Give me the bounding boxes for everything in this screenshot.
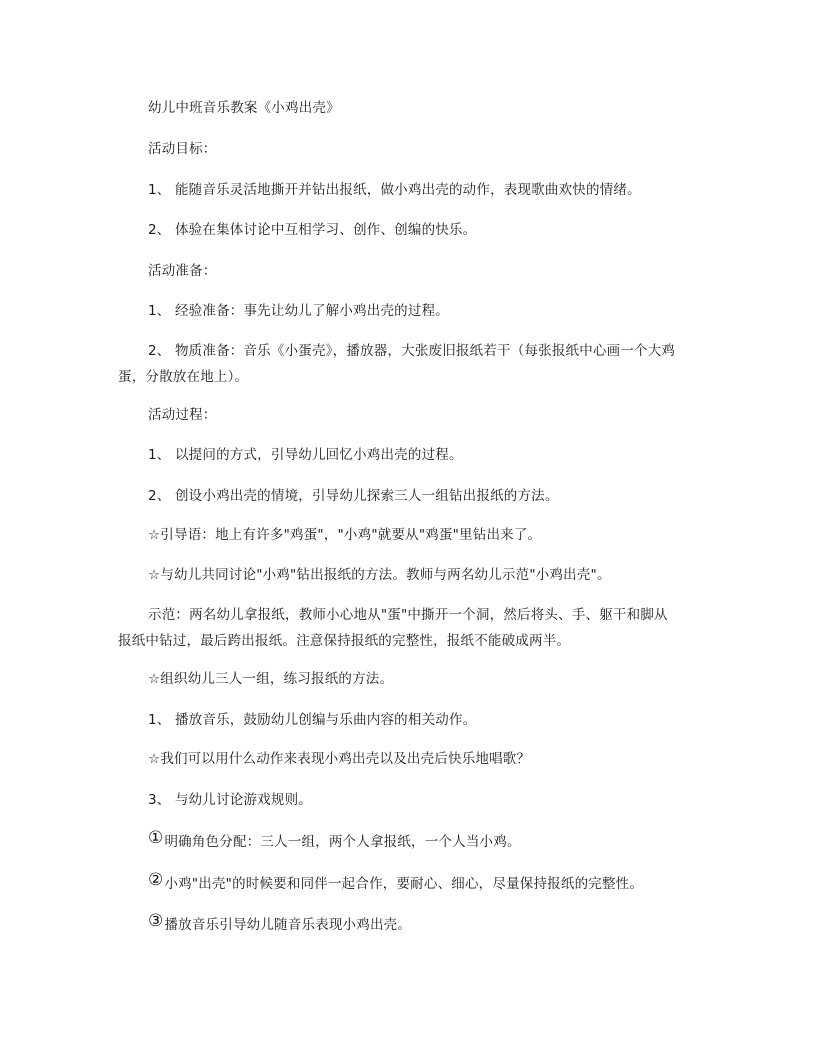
- prep-heading: 活动准备：: [148, 263, 217, 279]
- star-note-3: ☆组织幼儿三人一组，练习报纸的方法。: [148, 671, 394, 687]
- circled-number-3: ③: [148, 911, 164, 931]
- rule-3: [148, 912, 411, 934]
- star-note-4: ☆我们可以用什么动作来表现小鸡出壳以及出壳后快乐地唱歌？: [148, 751, 531, 767]
- rule-2: [148, 871, 643, 893]
- star-note-2: ☆与幼儿共同讨论"小鸡"钻出报纸的方法。教师与两名幼儿示范"小鸡出壳"。: [148, 567, 611, 583]
- process-item-1: 1、 以提问的方式，引导幼儿回忆小鸡出壳的过程。: [148, 447, 463, 463]
- demo-line-1: 示范：两名幼儿拿报纸，教师小心地从"蛋"中撕开一个洞，然后将头、手、躯干和脚从: [148, 607, 668, 623]
- goal-item-2: 2、 体验在集体讨论中互相学习、创作、创编的快乐。: [148, 222, 477, 238]
- process-item-3: 1、 播放音乐，鼓励幼儿创编与乐曲内容的相关动作。: [148, 712, 477, 728]
- prep-item-1: 1、 经验准备：事先让幼儿了解小鸡出壳的过程。: [148, 303, 449, 319]
- goal-heading: 活动目标：: [148, 141, 217, 157]
- process-heading: 活动过程：: [148, 407, 217, 423]
- process-item-2: 2、 创设小鸡出壳的情境，引导幼儿探索三人一组钻出报纸的方法。: [148, 488, 559, 504]
- rule-2-text: 小鸡"出壳"的时候要和同伴一起合作，要耐心、细心，尽量保持报纸的完整性。: [164, 876, 644, 892]
- goal-item-1: 1、 能随音乐灵活地撕开并钻出报纸，做小鸡出壳的动作，表现歌曲欢快的情绪。: [148, 182, 641, 198]
- circled-number-1: ①: [148, 828, 164, 848]
- process-item-4: 3、 与幼儿讨论游戏规则。: [148, 792, 312, 808]
- prep-item-2-line2: 蛋，分散放在地上）。: [118, 369, 249, 385]
- circled-number-2: ②: [148, 870, 164, 890]
- rule-3-text: 播放音乐引导幼儿随音乐表现小鸡出壳。: [164, 917, 412, 933]
- demo-line-2: 报纸中钻过，最后跨出报纸。注意保持报纸的完整性，报纸不能破成两半。: [118, 633, 571, 649]
- prep-item-2-line1: 2、 物质准备：音乐《小蛋壳》，播放器，大张废旧报纸若干（每张报纸中心画一个大鸡: [148, 343, 676, 359]
- rule-1-text: 明确角色分配：三人一组，两个人拿报纸，一个人当小鸡。: [164, 834, 521, 850]
- star-note-1: ☆引导语：地上有许多"鸡蛋"，"小鸡"就要从"鸡蛋"里钻出来了。: [148, 527, 542, 543]
- document-title: 幼儿中班音乐教案《小鸡出壳》: [148, 100, 340, 116]
- rule-1: [148, 829, 521, 851]
